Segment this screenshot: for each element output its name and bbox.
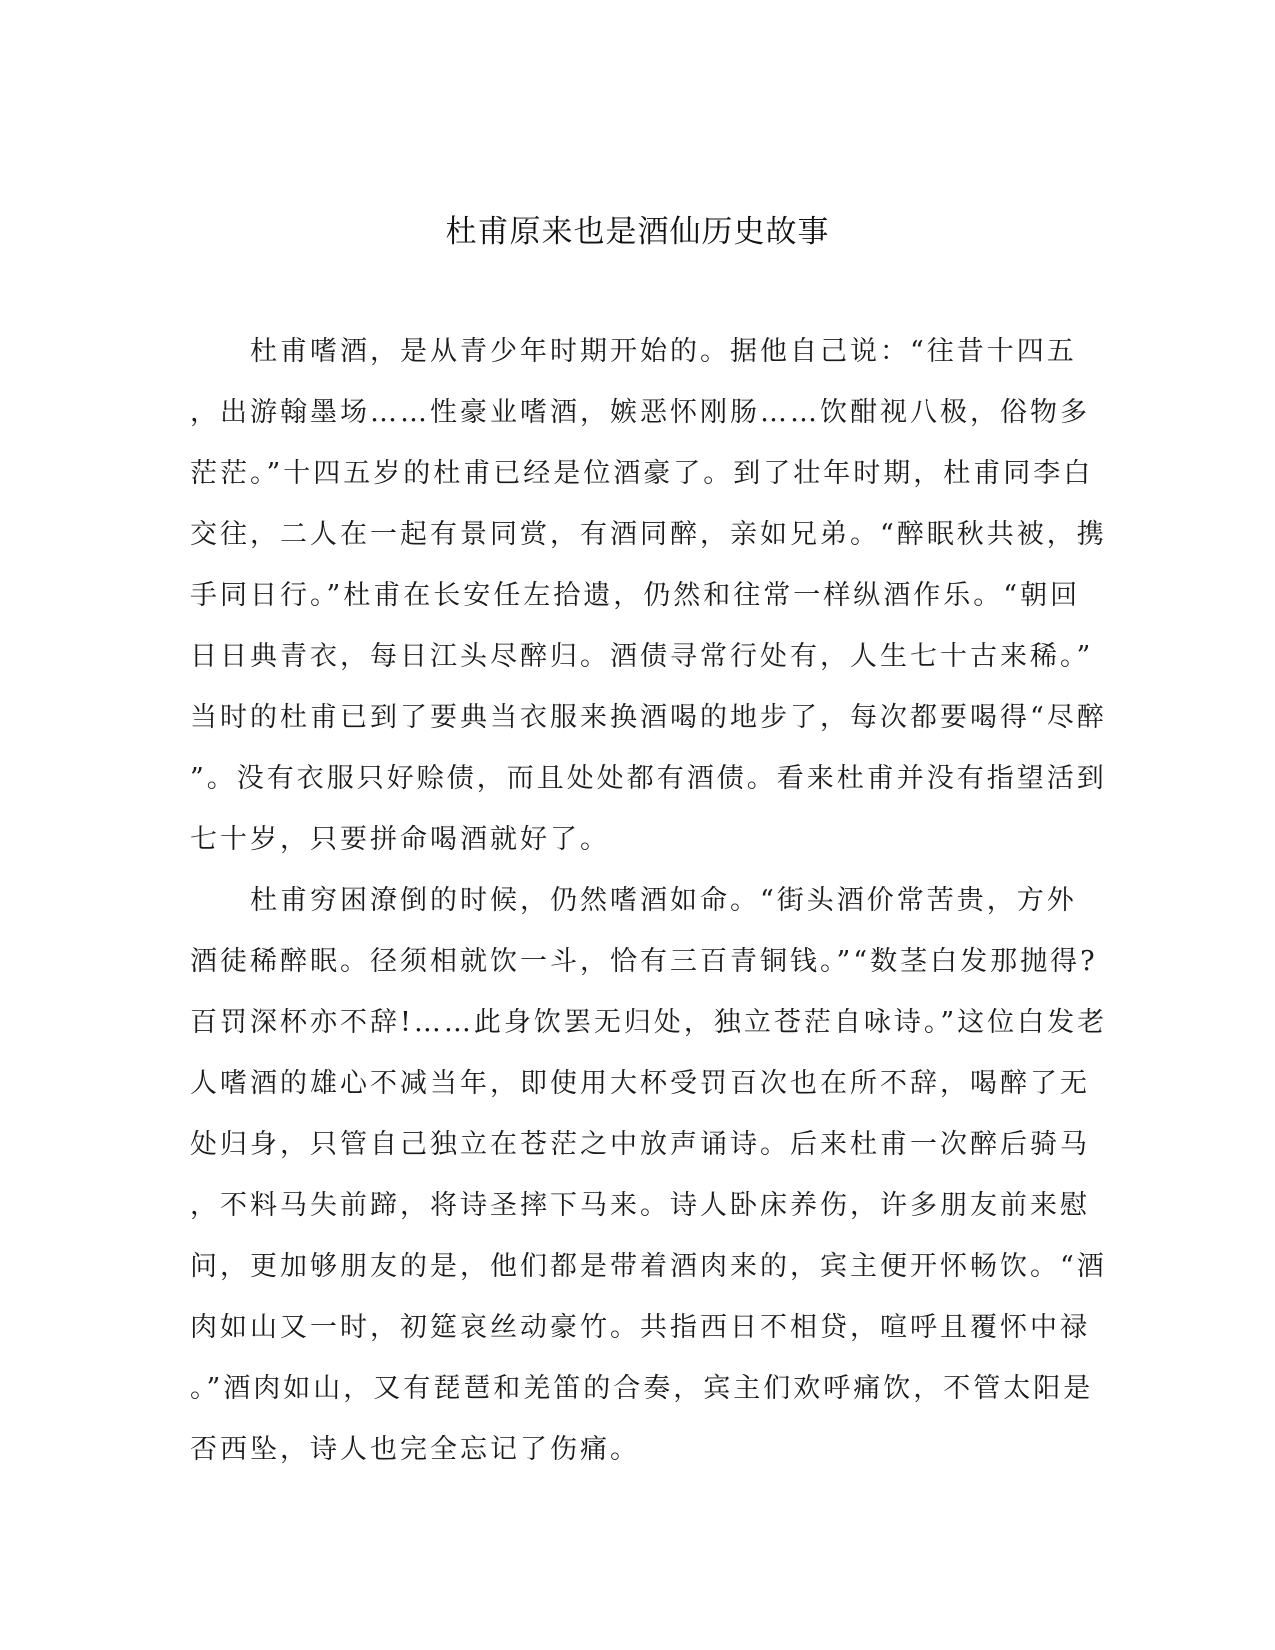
text-line: 肉如山又一时，初筵哀丝动豪竹。共指西日不相贷，喧呼且覆怀中禄 xyxy=(190,1312,1090,1343)
text-line: 手同日行。”杜甫在长安任左拾遗，仍然和往常一样纵酒作乐。“朝回 xyxy=(190,580,1081,611)
text-line: 否西坠，诗人也完全忘记了伤痛。 xyxy=(190,1434,640,1465)
text-line: 。”酒肉如山，又有琵琶和羌笛的合奏，宾主们欢呼痛饮，不管太阳是 xyxy=(190,1373,1094,1404)
text-line: ”。没有衣服只好赊债，而且处处都有酒债。看来杜甫并没有指望活到 xyxy=(190,763,1107,794)
text-line: 交往，二人在一起有景同赏，有酒同醉，亲如兄弟。“醉眠秋共被，携 xyxy=(190,519,1107,550)
paragraph-1 xyxy=(190,332,1107,881)
document-title: 杜甫原来也是酒仙历史故事 xyxy=(445,214,830,250)
text-line: 杜甫穷困潦倒的时候，仍然嗜酒如命。“街头酒价常苦贵，方外 xyxy=(190,885,1077,916)
text-line: ，不料马失前蹄，将诗圣摔下马来。诗人卧床养伤，许多朋友前来慰 xyxy=(190,1190,1090,1221)
text-line: 酒徒稀醉眠。径须相就饮一斗，恰有三百青铜钱。”“数茎白发那抛得? xyxy=(190,946,1098,977)
text-line: 当时的杜甫已到了要典当衣服来换酒喝的地步了，每次都要喝得“尽醉 xyxy=(190,702,1107,733)
text-line: 茫茫。”十四五岁的杜甫已经是位酒豪了。到了壮年时期，杜甫同李白 xyxy=(190,458,1094,489)
text-line: 百罚深杯亦不辞!……此身饮罢无归处，独立苍茫自咏诗。”这位白发老 xyxy=(190,1007,1108,1038)
text-line: 七十岁，只要拼命喝酒就好了。 xyxy=(190,824,610,855)
text-line: 人嗜酒的雄心不减当年，即使用大杯受罚百次也在所不辞，喝醉了无 xyxy=(190,1068,1090,1099)
text-line: 问，更加够朋友的是，他们都是带着酒肉来的，宾主便开怀畅饮。“酒 xyxy=(190,1251,1107,1282)
text-line: 杜甫嗜酒，是从青少年时期开始的。据他自己说：“往昔十四五 xyxy=(190,336,1077,367)
text-line: 处归身，只管自己独立在苍茫之中放声诵诗。后来杜甫一次醉后骑马 xyxy=(190,1129,1090,1160)
paragraph-2 xyxy=(190,881,1108,1491)
document-body xyxy=(190,332,1108,1491)
text-line: ，出游翰墨场……性豪业嗜酒，嫉恶怀刚肠……饮酣视八极，俗物多 xyxy=(190,397,1090,428)
text-line: 日日典青衣，每日江头尽醉归。酒债寻常行处有，人生七十古来稀。” xyxy=(190,641,1094,672)
